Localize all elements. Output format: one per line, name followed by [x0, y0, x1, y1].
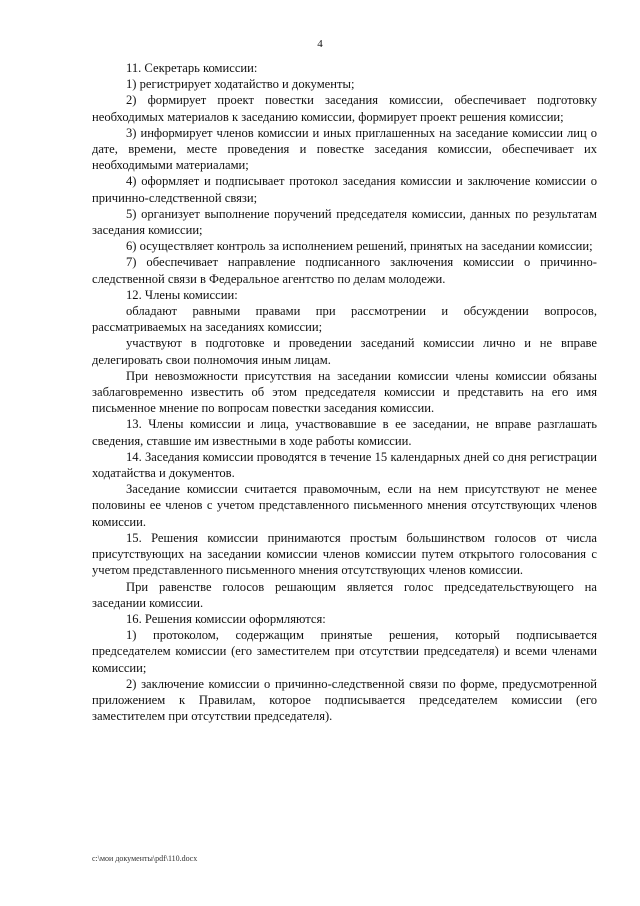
page-number: 4: [317, 38, 323, 50]
paragraph: 2) формирует проект повестки заседания комиссии, обеспечивает подготовку необходимых материалов к заседанию комиссии, формирует проект решения комиссии;: [92, 93, 597, 124]
paragraph: 12. Члены комиссии:: [126, 287, 238, 302]
paragraph: 13. Члены комиссии и лица, участвовавшие в ее заседании, не вправе разглашать сведения, ставшие им известными в ходе работы комиссии.: [92, 417, 597, 448]
paragraph: 1) регистрирует ходатайство и документы;: [126, 77, 355, 92]
paragraph: 1) протоколом, содержащим принятые решения, который подписывается председателем комиссии (его заместителем при отсутствии председателя) и всеми членами комиссии;: [92, 628, 597, 675]
paragraph: При равенстве голосов решающим является голос председательствующего на заседании комиссии.: [92, 579, 597, 610]
paragraph: обладают равными правами при рассмотрении и обсуждении вопросов, рассматриваемых на заседаниях комиссии;: [92, 304, 597, 335]
paragraph: 6) осуществляет контроль за исполнением решений, принятых на заседании комиссии;: [126, 239, 593, 254]
paragraph: 4) оформляет и подписывает протокол заседания комиссии и заключение комиссии о причинно-следственной связи;: [92, 174, 597, 205]
paragraph: 14. Заседания комиссии проводятся в течение 15 календарных дней со дня регистрации ходатайства и документов.: [92, 449, 597, 481]
paragraph: участвуют в подготовке и проведении заседаний комиссии лично и не вправе делегировать свои полномочия иным лицам.: [92, 336, 597, 367]
footer-file-path: c:\мои документы\pdf\110.docx: [92, 854, 198, 863]
paragraph: Заседание комиссии считается правомочным, если на нем присутствуют не менее половины ее членов с учетом представленного письменного мнения отсутствующих членов комиссии.: [92, 482, 597, 529]
paragraph: 11. Секретарь комиссии:: [126, 61, 258, 75]
paragraph: 5) организует выполнение поручений председателя комиссии, данных по результатам заседания комиссии;: [92, 206, 597, 238]
paragraph: 15. Решения комиссии принимаются простым большинством голосов от числа присутствующих на заседании комиссии членов комиссии путем открытого голосования с учетом представленного письменного мнения отсутствующих членов комиссии.: [92, 530, 597, 578]
paragraph: 16. Решения комиссии оформляются:: [126, 611, 326, 626]
paragraph: 7) обеспечивает направление подписанного заключения комиссии о причинно-следственной связи в Федеральное агентство по делам молодежи.: [92, 255, 597, 286]
paragraph: При невозможности присутствия на заседании комиссии члены комиссии обязаны заблаговременно известить об этом председателя комиссии и представить на его имя письменное мнение по вопросам повестки заседания комиссии.: [92, 368, 597, 416]
document-body: [92, 60, 597, 724]
paragraph: 3) информирует членов комиссии и иных приглашенных на заседание комиссии лиц о дате, времени, месте проведения и повестке заседания комиссии, обеспечивает их необходимыми материалами;: [92, 125, 597, 173]
paragraph: 2) заключение комиссии о причинно-следственной связи по форме, предусмотренной приложением к Правилам, которое подписывается председателем комиссии (его заместителем при отсутствии председателя).: [92, 676, 597, 724]
